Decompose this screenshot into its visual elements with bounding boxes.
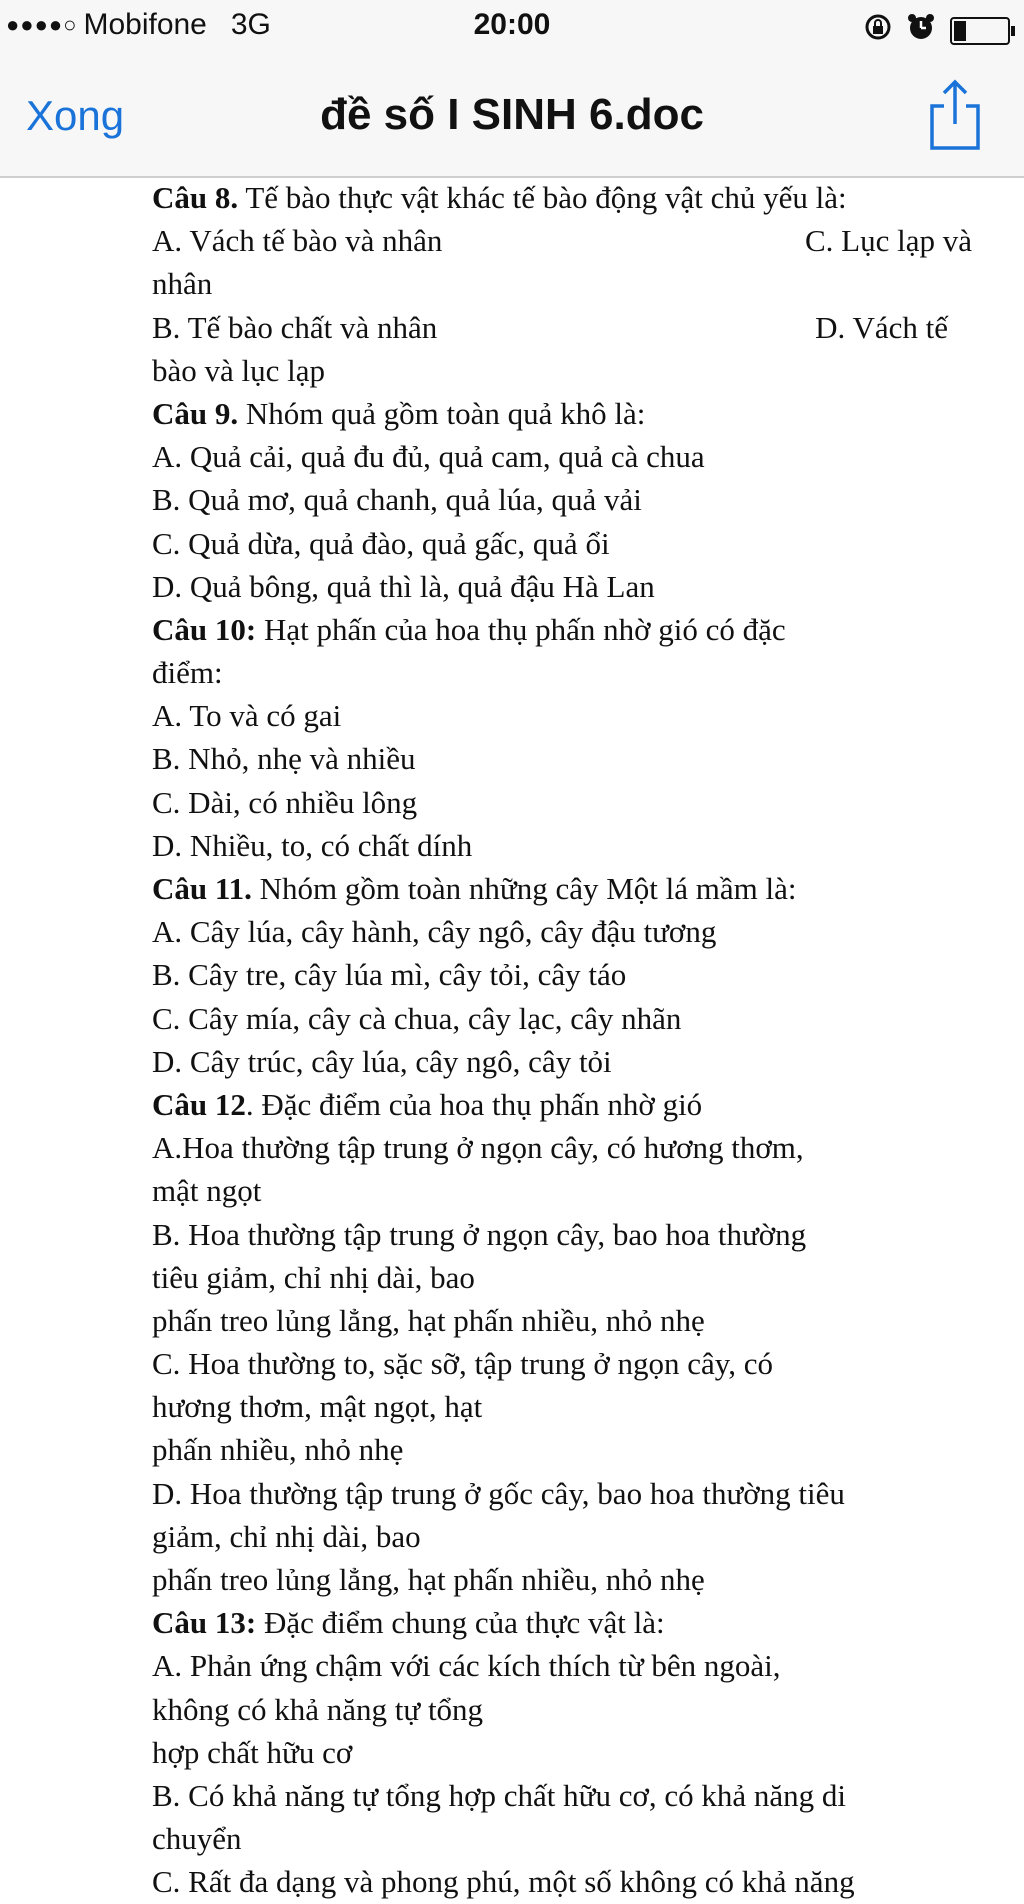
answer-option: B. Nhỏ, nhẹ và nhiều bbox=[152, 741, 416, 777]
question-8 bbox=[152, 176, 972, 219]
answer-option: B. Cây tre, cây lúa mì, cây tỏi, cây táo bbox=[152, 957, 627, 993]
status-right bbox=[864, 12, 1010, 50]
answer-option: D. Quả bông, quả thì là, quả đậu Hà Lan bbox=[152, 568, 655, 604]
answer-line: B. Hoa thường tập trung ở ngọn cây, bao hoa thường bbox=[152, 1216, 807, 1252]
done-button[interactable]: Xong bbox=[26, 92, 125, 139]
answer-option: D. Nhiều, to, có chất dính bbox=[152, 827, 473, 863]
signal-icon: ●●●●○ bbox=[6, 12, 78, 37]
answer-line: B. Có khả năng tự tổng hợp chất hữu cơ, có khả năng di bbox=[152, 1777, 847, 1813]
share-icon bbox=[924, 76, 986, 154]
answer-option: B. Quả mơ, quả chanh, quả lúa, quả vải bbox=[152, 482, 642, 518]
question-text: . Đặc điểm của hoa thụ phấn nhờ gió bbox=[245, 1086, 703, 1122]
answer-line: C. Hoa thường to, sặc sỡ, tập trung ở ngọn cây, có bbox=[152, 1346, 773, 1382]
question-text: Hạt phấn của hoa thụ phấn nhờ gió có đặc bbox=[256, 611, 786, 647]
answer-option: C. Quả dừa, quả đào, quả gấc, quả ổi bbox=[152, 525, 610, 561]
answer-line: A.Hoa thường tập trung ở ngọn cây, có hương thơm, bbox=[152, 1130, 804, 1166]
question-text: Nhóm quả gồm toàn quả khô là: bbox=[238, 395, 646, 431]
answer-line: tiêu giảm, chỉ nhị dài, bao bbox=[152, 1259, 475, 1295]
answer-d-continued: bào và lục lạp bbox=[152, 352, 326, 388]
answer-option: A. Quả cải, quả đu đủ, quả cam, quả cà chua bbox=[152, 439, 705, 475]
answer-line: phấn treo lủng lẳng, hạt phấn nhiều, nhỏ nhẹ bbox=[152, 1302, 705, 1338]
question-12 bbox=[152, 1083, 972, 1126]
orientation-lock-icon bbox=[864, 13, 892, 49]
status-bar bbox=[0, 0, 1024, 56]
answer-line-partial: C. Rất đa dạng và phong phú, một số không có khả năng bbox=[152, 1864, 855, 1900]
question-label: Câu 9. bbox=[152, 395, 239, 431]
answer-d: D. Vách tế bbox=[815, 309, 948, 345]
answer-option: A. To và có gai bbox=[152, 698, 342, 734]
question-label: Câu 10: bbox=[152, 611, 257, 647]
document-body bbox=[152, 176, 972, 1904]
answer-option: A. Cây lúa, cây hành, cây ngô, cây đậu tương bbox=[152, 914, 717, 950]
question-text: Đặc điểm chung của thực vật là: bbox=[256, 1605, 665, 1641]
answer-line: giảm, chỉ nhị dài, bao bbox=[152, 1518, 421, 1554]
question-text: Nhóm gồm toàn những cây Một lá mầm là: bbox=[251, 871, 797, 906]
answer-line: D. Hoa thường tập trung ở gốc cây, bao hoa thường tiêu bbox=[152, 1475, 845, 1511]
answer-line: A. Phản ứng chậm với các kích thích từ bên ngoài, bbox=[152, 1648, 781, 1684]
answer-row bbox=[152, 306, 972, 349]
question-11 bbox=[152, 867, 972, 910]
answer-a: A. Vách tế bào và nhân bbox=[152, 223, 443, 259]
answer-option: C. Dài, có nhiều lông bbox=[152, 784, 418, 820]
answer-line: không có khả năng tự tổng bbox=[152, 1691, 484, 1727]
navigation-bar bbox=[0, 56, 1024, 178]
question-10 bbox=[152, 608, 972, 651]
question-label: Câu 13: bbox=[152, 1605, 257, 1641]
answer-line: chuyển bbox=[152, 1821, 242, 1857]
question-text: Tế bào thực vật khác tế bào động vật chủ yếu là: bbox=[238, 180, 847, 215]
answer-row bbox=[152, 219, 972, 262]
share-button[interactable] bbox=[924, 76, 986, 154]
question-text-continued: điểm: bbox=[152, 655, 223, 691]
answer-line: hương thơm, mật ngọt, hạt bbox=[152, 1389, 483, 1425]
battery-icon bbox=[950, 17, 1010, 45]
answer-c-continued: nhân bbox=[152, 266, 213, 302]
question-label: Câu 8. bbox=[152, 180, 239, 215]
answer-b: B. Tế bào chất và nhân bbox=[152, 309, 438, 345]
answer-option: C. Cây mía, cây cà chua, cây lạc, cây nhãn bbox=[152, 1000, 682, 1036]
answer-option: D. Cây trúc, cây lúa, cây ngô, cây tỏi bbox=[152, 1043, 612, 1079]
question-9 bbox=[152, 392, 972, 435]
question-13 bbox=[152, 1601, 972, 1644]
network-type: 3G bbox=[230, 8, 271, 41]
answer-line: phấn treo lủng lẳng, hạt phấn nhiều, nhỏ nhẹ bbox=[152, 1562, 705, 1597]
answer-line: mật ngọt bbox=[152, 1173, 262, 1209]
carrier-name: Mobifone bbox=[83, 8, 207, 41]
answer-line: hợp chất hữu cơ bbox=[152, 1734, 353, 1770]
document-title: đề số I SINH 6.doc bbox=[320, 90, 704, 139]
answer-line: phấn nhiều, nhỏ nhẹ bbox=[152, 1432, 404, 1468]
question-label: Câu 11. bbox=[152, 871, 252, 906]
question-label: Câu 12 bbox=[152, 1086, 246, 1122]
status-time: 20:00 bbox=[473, 8, 551, 41]
answer-c: C. Lục lạp và bbox=[804, 223, 972, 259]
alarm-icon bbox=[906, 12, 936, 50]
